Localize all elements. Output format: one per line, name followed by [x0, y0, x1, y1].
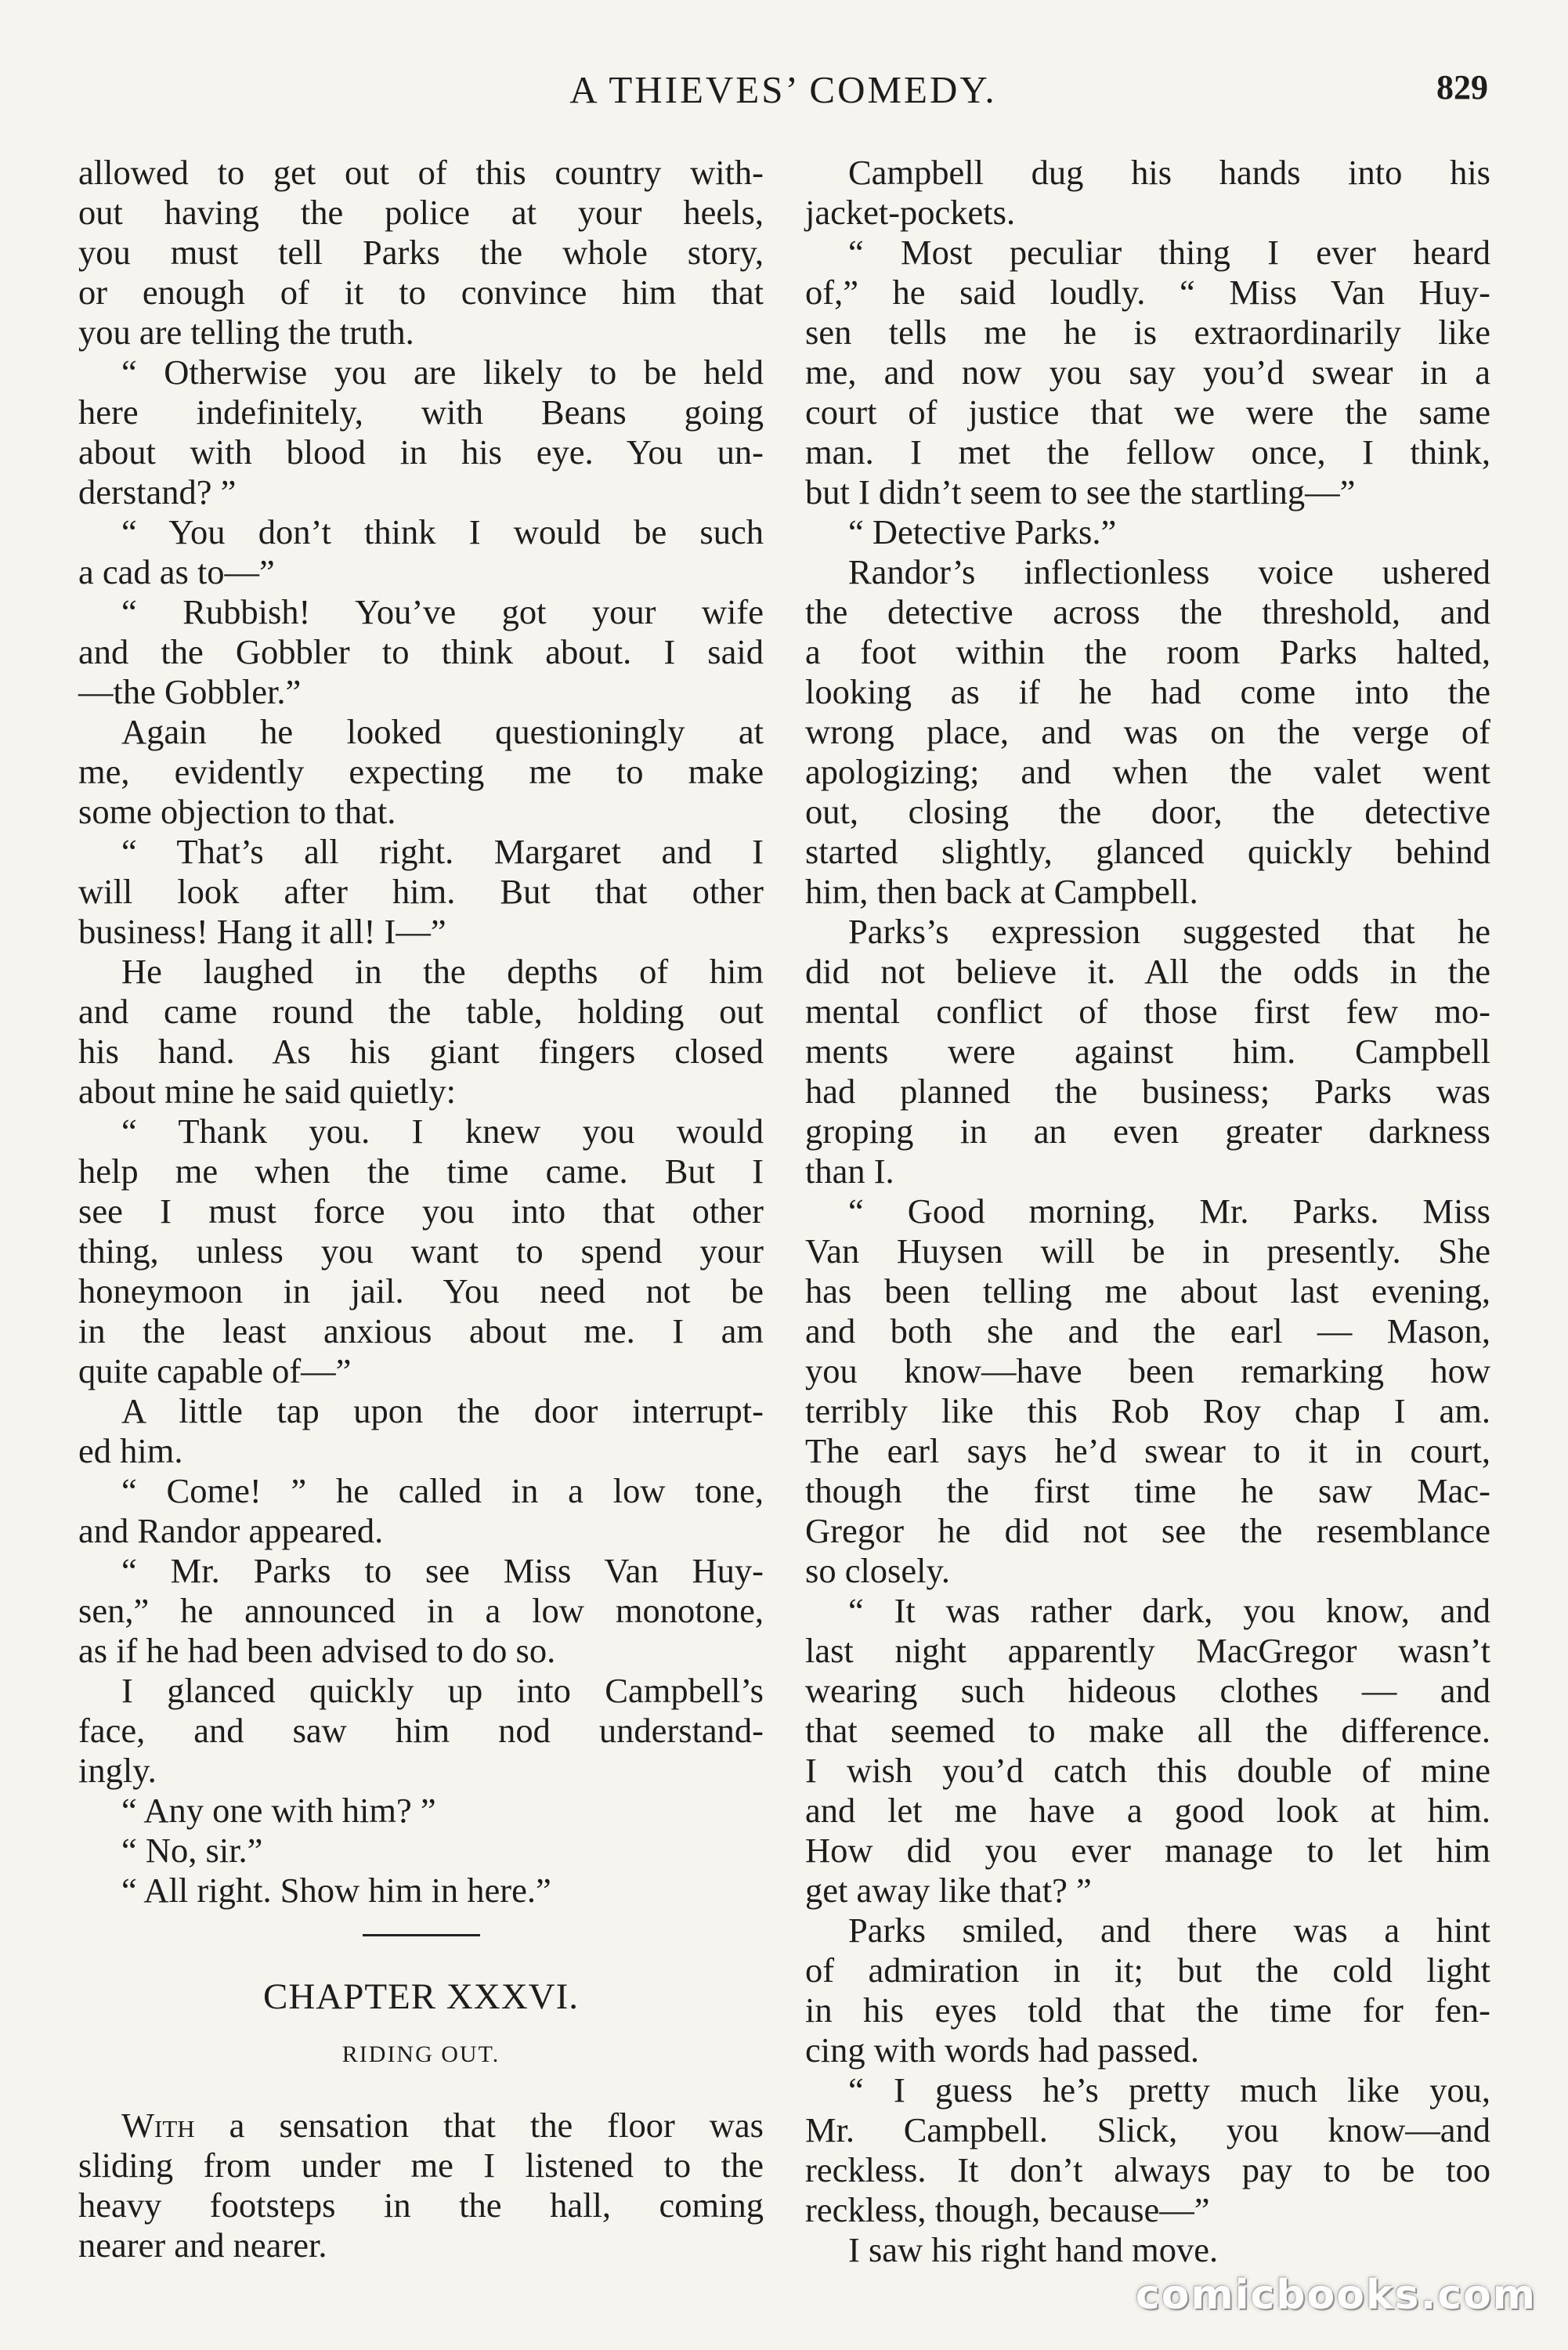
text-line: than I. — [805, 1152, 894, 1191]
text-line: nearer and nearer. — [78, 2225, 327, 2265]
text-line: of admiration in it; but the cold light — [805, 1950, 1490, 1990]
text-line: “ Mr. Parks to see Miss Van Huy- — [121, 1551, 764, 1590]
text-line: Parks’s expression suggested that he — [848, 912, 1490, 951]
text-line: ments were against him. Campbell — [805, 1032, 1490, 1071]
text-line: and came round the table, holding out — [78, 992, 764, 1031]
text-line: —the Gobbler.” — [78, 672, 302, 711]
text-line: get away like that? ” — [805, 1871, 1092, 1910]
text-line: out, closing the door, the detective — [805, 792, 1490, 831]
text-line: ed him. — [78, 1431, 183, 1470]
text-line: I saw his right hand move. — [848, 2230, 1219, 2269]
text-line: the detective across the threshold, and — [805, 592, 1490, 631]
text-line: of,” he said loudly. “ Miss Van Huy- — [805, 273, 1490, 312]
text-line: in his eyes told that the time for fen- — [805, 1990, 1490, 2030]
text-line: did not believe it. All the odds in the — [805, 952, 1490, 991]
text-line: “ Detective Parks.” — [848, 512, 1117, 551]
text-line: some objection to that. — [78, 792, 396, 831]
text-line: heavy footsteps in the hall, coming — [78, 2186, 764, 2225]
right-column — [805, 153, 1490, 2270]
text-line: out having the police at your heels, — [78, 193, 764, 232]
text-line: me, evidently expecting me to make — [78, 752, 764, 791]
left-column — [78, 153, 764, 2265]
text-line: How did you ever manage to let him — [805, 1831, 1490, 1870]
text-line: reckless, though, because—” — [805, 2190, 1210, 2229]
text-line: “ You don’t think I would be such — [121, 512, 764, 551]
text-line: A little tap upon the door interrupt- — [121, 1391, 764, 1430]
text-line: I wish you’d catch this double of mine — [805, 1751, 1490, 1790]
text-line: mental conflict of those first few mo- — [805, 992, 1490, 1031]
text-line: “ Good morning, Mr. Parks. Miss — [848, 1191, 1490, 1231]
text-line: honeymoon in jail. You need not be — [78, 1271, 764, 1311]
section-divider — [363, 1934, 480, 1936]
text-line: “ No, sir.” — [121, 1831, 263, 1870]
text-line: wrong place, and was on the verge of — [805, 712, 1490, 751]
text-line: sen tells me he is extraordinarily like — [805, 313, 1490, 352]
text-line: thing, unless you want to spend your — [78, 1231, 764, 1271]
text-line: though the first time he saw Mac- — [805, 1471, 1490, 1510]
text-line: “ Come! ” he called in a low tone, — [121, 1471, 764, 1510]
text-line: and let me have a good look at him. — [805, 1791, 1490, 1830]
text-line: you are telling the truth. — [78, 313, 414, 352]
text-line: The earl says he’d swear to it in court, — [805, 1431, 1490, 1470]
text-line: has been telling me about last evening, — [805, 1271, 1490, 1311]
text-line: about mine he said quietly: — [78, 1072, 456, 1111]
text-line: you must tell Parks the whole story, — [78, 233, 764, 272]
text-line: With a sensation that the floor was — [121, 2106, 764, 2145]
text-line: but I didn’t seem to see the startling—” — [805, 472, 1356, 512]
text-line: Again he looked questioningly at — [121, 712, 764, 751]
text-line: and Randor appeared. — [78, 1511, 384, 1550]
text-line: and the Gobbler to think about. I said — [78, 632, 764, 671]
text-line: so closely. — [805, 1551, 950, 1590]
text-line: “ Most peculiar thing I ever heard — [848, 233, 1490, 272]
text-line: as if he had been advised to do so. — [78, 1631, 556, 1670]
text-line: a cad as to—” — [78, 552, 275, 591]
text-line: “ I guess he’s pretty much like you, — [848, 2070, 1490, 2110]
chapter-opening-word: With — [121, 2106, 195, 2145]
text-line: allowed to get out of this country with- — [78, 153, 764, 192]
text-line: about with blood in his eye. You un- — [78, 432, 764, 472]
text-line: “ Otherwise you are likely to be held — [121, 352, 764, 392]
text-line: “ Thank you. I knew you would — [121, 1112, 764, 1151]
text-line: had planned the business; Parks was — [805, 1072, 1490, 1111]
text-line: Parks smiled, and there was a hint — [848, 1911, 1490, 1950]
text-line: in the least anxious about me. I am — [78, 1311, 764, 1350]
text-line: groping in an even greater darkness — [805, 1112, 1490, 1151]
text-line: business! Hang it all! I—” — [78, 912, 446, 951]
text-line: Gregor he did not see the resemblance — [805, 1511, 1490, 1550]
text-line: jacket-pockets. — [805, 193, 1016, 232]
text-line: Mr. Campbell. Slick, you know—and — [805, 2110, 1490, 2149]
text-line: looking as if he had come into the — [805, 672, 1490, 711]
text-line: I glanced quickly up into Campbell’s — [121, 1671, 764, 1710]
text-line: see I must force you into that other — [78, 1191, 764, 1231]
text-line: and both she and the earl — Mason, — [805, 1311, 1490, 1350]
text-line: that seemed to make all the difference. — [805, 1711, 1490, 1750]
text-line: “ It was rather dark, you know, and — [848, 1591, 1490, 1630]
page-header — [78, 67, 1488, 122]
text-line: will look after him. But that other — [78, 872, 764, 911]
text-line: ingly. — [78, 1751, 157, 1790]
text-line: He laughed in the depths of him — [121, 952, 764, 991]
page-number: 829 — [1436, 68, 1488, 107]
running-title: A THIEVES’ COMEDY. — [569, 68, 997, 111]
text-line: you know—have been remarking how — [805, 1351, 1490, 1390]
text-line: last night apparently MacGregor wasn’t — [805, 1631, 1490, 1670]
text-line: man. I met the fellow once, I think, — [805, 432, 1490, 472]
text-line: started slightly, glanced quickly behind — [805, 832, 1490, 871]
text-line: apologizing; and when the valet went — [805, 752, 1490, 791]
text-line: “ That’s all right. Margaret and I — [121, 832, 764, 871]
text-line: Van Huysen will be in presently. She — [805, 1231, 1490, 1271]
watermark: comicbooks.com — [1135, 2272, 1537, 2319]
text-line: a foot within the room Parks halted, — [805, 632, 1490, 671]
chapter-heading: CHAPTER XXXVI. — [262, 1976, 580, 2017]
text-line: help me when the time came. But I — [78, 1152, 764, 1191]
text-line: Campbell dug his hands into his — [848, 153, 1490, 192]
text-line: face, and saw him nod understand- — [78, 1711, 764, 1750]
text-line: reckless. It don’t always pay to be too — [805, 2150, 1490, 2189]
text-line: sen,” he announced in a low monotone, — [78, 1591, 764, 1630]
text-line: cing with words had passed. — [805, 2030, 1200, 2070]
text-line: “ All right. Show him in here.” — [121, 1871, 551, 1910]
text-line: or enough of it to convince him that — [78, 273, 764, 312]
text-line: “ Any one with him? ” — [121, 1791, 436, 1830]
text-line: derstand? ” — [78, 472, 237, 512]
text-line: Randor’s inflectionless voice ushered — [848, 552, 1490, 591]
text-line: sliding from under me I listened to the — [78, 2146, 764, 2185]
text-line: court of justice that we were the same — [805, 392, 1490, 432]
chapter-subtitle: RIDING OUT. — [341, 2041, 500, 2067]
text-line: terribly like this Rob Roy chap I am. — [805, 1391, 1490, 1430]
text-line: quite capable of—” — [78, 1351, 352, 1390]
text-line: his hand. As his giant fingers closed — [78, 1032, 764, 1071]
text-line: “ Rubbish! You’ve got your wife — [121, 592, 764, 631]
text-line: wearing such hideous clothes — and — [805, 1671, 1490, 1710]
text-line: here indefinitely, with Beans going — [78, 392, 764, 432]
text-line: me, and now you say you’d swear in a — [805, 352, 1490, 392]
text-line: him, then back at Campbell. — [805, 872, 1198, 911]
